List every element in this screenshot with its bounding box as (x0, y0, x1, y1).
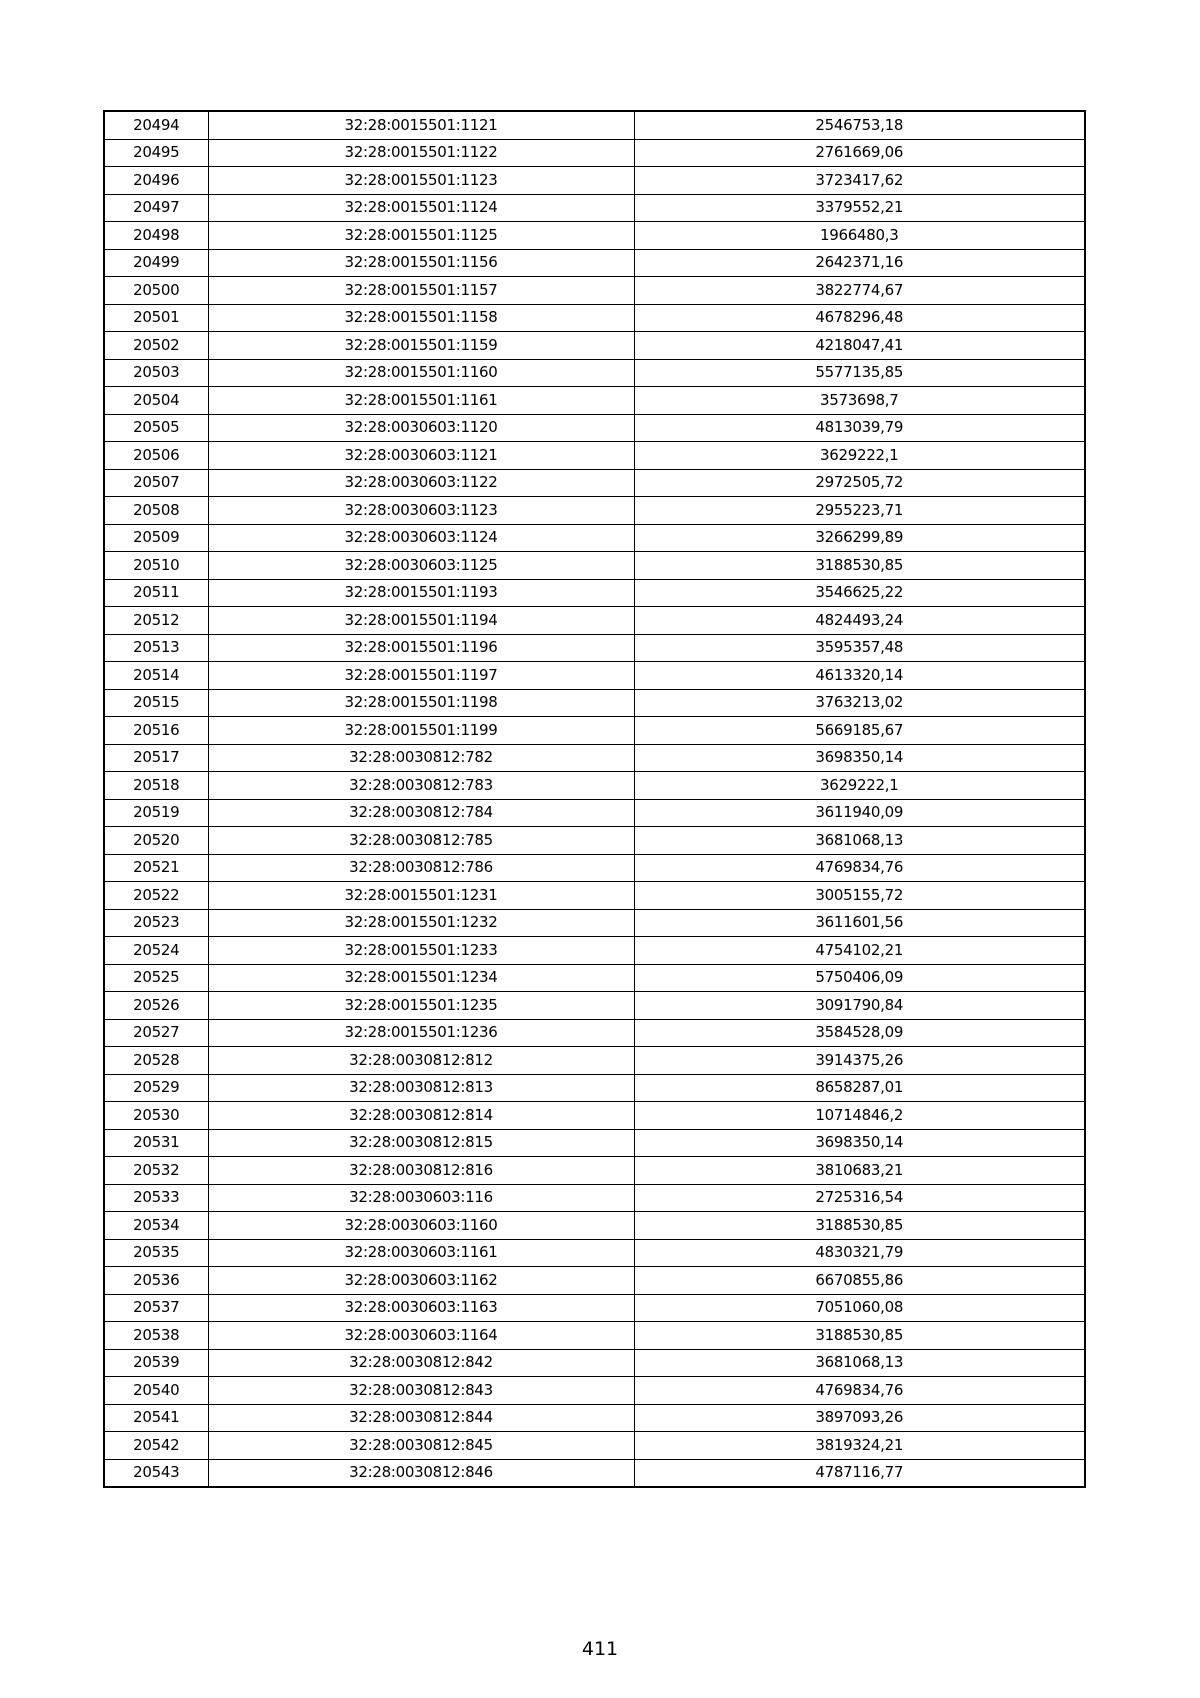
table-row (104, 1102, 1085, 1130)
row-number-cell: 20518 (104, 772, 208, 800)
table-row (104, 1432, 1085, 1460)
table-row (104, 304, 1085, 332)
cadastral-number-cell: 32:28:0015501:1161 (208, 387, 634, 415)
value-cell: 3611601,56 (634, 909, 1085, 937)
row-number-cell: 20531 (104, 1129, 208, 1157)
value-cell: 3379552,21 (634, 194, 1085, 222)
row-number-cell: 20530 (104, 1102, 208, 1130)
cadastral-number-cell: 32:28:0015501:1159 (208, 332, 634, 360)
value-cell: 2642371,16 (634, 249, 1085, 277)
value-cell: 3188530,85 (634, 1212, 1085, 1240)
cadastral-number-cell: 32:28:0015501:1194 (208, 607, 634, 635)
row-number-cell: 20500 (104, 277, 208, 305)
value-cell: 3681068,13 (634, 1349, 1085, 1377)
cadastral-number-cell: 32:28:0030812:843 (208, 1377, 634, 1405)
row-number-cell: 20523 (104, 909, 208, 937)
table-row (104, 1184, 1085, 1212)
table-row (104, 277, 1085, 305)
row-number-cell: 20502 (104, 332, 208, 360)
value-cell: 3595357,48 (634, 634, 1085, 662)
table-row (104, 1129, 1085, 1157)
row-number-cell: 20515 (104, 689, 208, 717)
row-number-cell: 20524 (104, 937, 208, 965)
cadastral-number-cell: 32:28:0030603:1123 (208, 497, 634, 525)
cadastral-number-cell: 32:28:0015501:1157 (208, 277, 634, 305)
row-number-cell: 20504 (104, 387, 208, 415)
value-cell: 4218047,41 (634, 332, 1085, 360)
table-row (104, 194, 1085, 222)
cadastral-number-cell: 32:28:0030812:846 (208, 1459, 634, 1487)
cadastral-number-cell: 32:28:0030812:782 (208, 744, 634, 772)
table-row (104, 552, 1085, 580)
cadastral-number-cell: 32:28:0015501:1160 (208, 359, 634, 387)
value-cell: 4813039,79 (634, 414, 1085, 442)
table-row (104, 1459, 1085, 1487)
table-row (104, 1019, 1085, 1047)
cadastral-number-cell: 32:28:0030603:1160 (208, 1212, 634, 1240)
cadastral-number-cell: 32:28:0030812:816 (208, 1157, 634, 1185)
value-cell: 10714846,2 (634, 1102, 1085, 1130)
value-cell: 3629222,1 (634, 772, 1085, 800)
value-cell: 3698350,14 (634, 744, 1085, 772)
value-cell: 2972505,72 (634, 469, 1085, 497)
cadastral-number-cell: 32:28:0030603:1122 (208, 469, 634, 497)
value-cell: 4678296,48 (634, 304, 1085, 332)
cadastral-number-cell: 32:28:0015501:1122 (208, 139, 634, 167)
cadastral-number-cell: 32:28:0030812:813 (208, 1074, 634, 1102)
value-cell: 4824493,24 (634, 607, 1085, 635)
value-cell: 3629222,1 (634, 442, 1085, 470)
cadastral-number-cell: 32:28:0030603:1120 (208, 414, 634, 442)
table-row (104, 772, 1085, 800)
cadastral-number-cell: 32:28:0015501:1124 (208, 194, 634, 222)
row-number-cell: 20497 (104, 194, 208, 222)
row-number-cell: 20520 (104, 827, 208, 855)
table-row (104, 937, 1085, 965)
page-number: 411 (581, 1638, 619, 1660)
table-row (104, 662, 1085, 690)
value-cell: 7051060,08 (634, 1294, 1085, 1322)
value-cell: 2761669,06 (634, 139, 1085, 167)
row-number-cell: 20527 (104, 1019, 208, 1047)
row-number-cell: 20537 (104, 1294, 208, 1322)
value-cell: 3188530,85 (634, 552, 1085, 580)
cadastral-number-cell: 32:28:0015501:1199 (208, 717, 634, 745)
row-number-cell: 20529 (104, 1074, 208, 1102)
table-row (104, 1212, 1085, 1240)
table-row (104, 1294, 1085, 1322)
table-row (104, 827, 1085, 855)
table-row (104, 1404, 1085, 1432)
cadastral-number-cell: 32:28:0015501:1121 (208, 111, 634, 139)
cadastral-number-cell: 32:28:0030812:845 (208, 1432, 634, 1460)
cadastral-number-cell: 32:28:0030812:786 (208, 854, 634, 882)
cadastral-number-cell: 32:28:0030603:116 (208, 1184, 634, 1212)
table-row (104, 139, 1085, 167)
table-row (104, 579, 1085, 607)
cadastral-number-cell: 32:28:0030812:783 (208, 772, 634, 800)
row-number-cell: 20543 (104, 1459, 208, 1487)
cadastral-number-cell: 32:28:0030603:1163 (208, 1294, 634, 1322)
value-cell: 3723417,62 (634, 167, 1085, 195)
cadastral-number-cell: 32:28:0015501:1123 (208, 167, 634, 195)
row-number-cell: 20506 (104, 442, 208, 470)
value-cell: 6670855,86 (634, 1267, 1085, 1295)
value-cell: 3763213,02 (634, 689, 1085, 717)
row-number-cell: 20522 (104, 882, 208, 910)
table-row (104, 799, 1085, 827)
cadastral-number-cell: 32:28:0030812:815 (208, 1129, 634, 1157)
value-cell: 2955223,71 (634, 497, 1085, 525)
table-row (104, 882, 1085, 910)
row-number-cell: 20532 (104, 1157, 208, 1185)
table-row (104, 469, 1085, 497)
table-row (104, 1157, 1085, 1185)
value-cell: 8658287,01 (634, 1074, 1085, 1102)
row-number-cell: 20538 (104, 1322, 208, 1350)
row-number-cell: 20496 (104, 167, 208, 195)
table-row (104, 1047, 1085, 1075)
row-number-cell: 20510 (104, 552, 208, 580)
value-cell: 3897093,26 (634, 1404, 1085, 1432)
row-number-cell: 20494 (104, 111, 208, 139)
table-row (104, 442, 1085, 470)
cadastral-number-cell: 32:28:0015501:1234 (208, 964, 634, 992)
row-number-cell: 20540 (104, 1377, 208, 1405)
row-number-cell: 20498 (104, 222, 208, 250)
value-cell: 3698350,14 (634, 1129, 1085, 1157)
value-cell: 4787116,77 (634, 1459, 1085, 1487)
table-row (104, 909, 1085, 937)
row-number-cell: 20526 (104, 992, 208, 1020)
value-cell: 3188530,85 (634, 1322, 1085, 1350)
table-row (104, 717, 1085, 745)
row-number-cell: 20512 (104, 607, 208, 635)
row-number-cell: 20542 (104, 1432, 208, 1460)
row-number-cell: 20511 (104, 579, 208, 607)
row-number-cell: 20519 (104, 799, 208, 827)
value-cell: 3584528,09 (634, 1019, 1085, 1047)
table-row (104, 992, 1085, 1020)
value-cell: 3091790,84 (634, 992, 1085, 1020)
table-row (104, 387, 1085, 415)
cadastral-number-cell: 32:28:0030603:1121 (208, 442, 634, 470)
table-row (104, 634, 1085, 662)
row-number-cell: 20521 (104, 854, 208, 882)
table-body (104, 111, 1085, 1487)
row-number-cell: 20528 (104, 1047, 208, 1075)
table-row (104, 249, 1085, 277)
row-number-cell: 20525 (104, 964, 208, 992)
cadastral-number-cell: 32:28:0015501:1193 (208, 579, 634, 607)
row-number-cell: 20499 (104, 249, 208, 277)
value-cell: 3914375,26 (634, 1047, 1085, 1075)
table-row (104, 689, 1085, 717)
row-number-cell: 20533 (104, 1184, 208, 1212)
value-cell: 1966480,3 (634, 222, 1085, 250)
row-number-cell: 20509 (104, 524, 208, 552)
value-cell: 3819324,21 (634, 1432, 1085, 1460)
value-cell: 3611940,09 (634, 799, 1085, 827)
value-cell: 4769834,76 (634, 854, 1085, 882)
row-number-cell: 20507 (104, 469, 208, 497)
value-cell: 3822774,67 (634, 277, 1085, 305)
table-row (104, 414, 1085, 442)
value-cell: 5750406,09 (634, 964, 1085, 992)
value-cell: 3573698,7 (634, 387, 1085, 415)
cadastral-number-cell: 32:28:0015501:1158 (208, 304, 634, 332)
row-number-cell: 20508 (104, 497, 208, 525)
cadastral-number-cell: 32:28:0030603:1164 (208, 1322, 634, 1350)
cadastral-number-cell: 32:28:0030812:842 (208, 1349, 634, 1377)
row-number-cell: 20514 (104, 662, 208, 690)
row-number-cell: 20503 (104, 359, 208, 387)
cadastral-number-cell: 32:28:0015501:1196 (208, 634, 634, 662)
row-number-cell: 20513 (104, 634, 208, 662)
table-row (104, 1349, 1085, 1377)
cadastral-number-cell: 32:28:0015501:1156 (208, 249, 634, 277)
table-row (104, 964, 1085, 992)
value-cell: 3681068,13 (634, 827, 1085, 855)
value-cell: 5669185,67 (634, 717, 1085, 745)
value-cell: 4613320,14 (634, 662, 1085, 690)
cadastral-number-cell: 32:28:0015501:1235 (208, 992, 634, 1020)
table-row (104, 1074, 1085, 1102)
table-row (104, 524, 1085, 552)
table-row (104, 167, 1085, 195)
value-cell: 3266299,89 (634, 524, 1085, 552)
table-row (104, 1322, 1085, 1350)
cadastral-number-cell: 32:28:0015501:1232 (208, 909, 634, 937)
row-number-cell: 20501 (104, 304, 208, 332)
row-number-cell: 20541 (104, 1404, 208, 1432)
value-cell: 4754102,21 (634, 937, 1085, 965)
row-number-cell: 20516 (104, 717, 208, 745)
cadastral-number-cell: 32:28:0015501:1198 (208, 689, 634, 717)
value-cell: 4830321,79 (634, 1239, 1085, 1267)
table-row (104, 222, 1085, 250)
table-row (104, 332, 1085, 360)
cadastral-number-cell: 32:28:0030812:814 (208, 1102, 634, 1130)
cadastral-number-cell: 32:28:0015501:1231 (208, 882, 634, 910)
value-cell: 3005155,72 (634, 882, 1085, 910)
table-row (104, 854, 1085, 882)
cadastral-number-cell: 32:28:0015501:1236 (208, 1019, 634, 1047)
row-number-cell: 20495 (104, 139, 208, 167)
table-row (104, 111, 1085, 139)
value-cell: 3546625,22 (634, 579, 1085, 607)
row-number-cell: 20535 (104, 1239, 208, 1267)
cadastral-number-cell: 32:28:0030603:1162 (208, 1267, 634, 1295)
value-cell: 4769834,76 (634, 1377, 1085, 1405)
table-row (104, 744, 1085, 772)
cadastral-number-cell: 32:28:0030812:844 (208, 1404, 634, 1432)
cadastral-number-cell: 32:28:0030812:784 (208, 799, 634, 827)
cadastral-number-cell: 32:28:0030603:1124 (208, 524, 634, 552)
row-number-cell: 20539 (104, 1349, 208, 1377)
table-row (104, 359, 1085, 387)
cadastral-number-cell: 32:28:0030603:1161 (208, 1239, 634, 1267)
cadastral-number-cell: 32:28:0030812:812 (208, 1047, 634, 1075)
row-number-cell: 20505 (104, 414, 208, 442)
value-cell: 5577135,85 (634, 359, 1085, 387)
cadastral-value-table (103, 110, 1086, 1488)
cadastral-number-cell: 32:28:0030603:1125 (208, 552, 634, 580)
value-cell: 2546753,18 (634, 111, 1085, 139)
table-row (104, 1239, 1085, 1267)
row-number-cell: 20517 (104, 744, 208, 772)
table-row (104, 1267, 1085, 1295)
cadastral-number-cell: 32:28:0015501:1233 (208, 937, 634, 965)
cadastral-number-cell: 32:28:0030812:785 (208, 827, 634, 855)
table-row (104, 497, 1085, 525)
cadastral-number-cell: 32:28:0015501:1197 (208, 662, 634, 690)
value-cell: 3810683,21 (634, 1157, 1085, 1185)
value-cell: 2725316,54 (634, 1184, 1085, 1212)
table-row (104, 1377, 1085, 1405)
cadastral-number-cell: 32:28:0015501:1125 (208, 222, 634, 250)
row-number-cell: 20534 (104, 1212, 208, 1240)
table-row (104, 607, 1085, 635)
row-number-cell: 20536 (104, 1267, 208, 1295)
